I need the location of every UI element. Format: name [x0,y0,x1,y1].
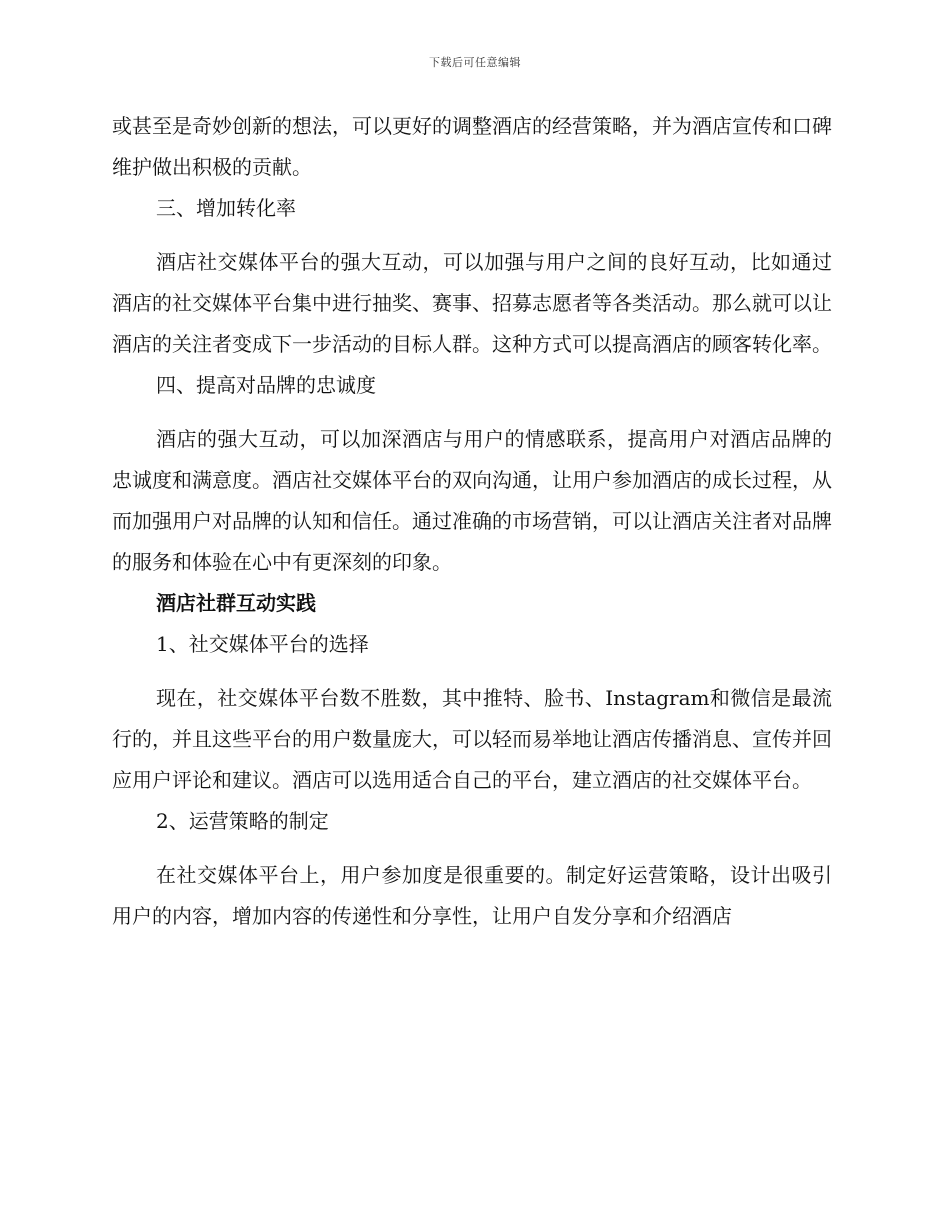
section-heading-loyalty: 四、提高对品牌的忠诚度 [156,373,376,397]
document-body [112,106,832,937]
paragraph-intro-continuation: 或甚至是奇妙创新的想法，可以更好的调整酒店的经营策略，并为酒店宣传和口碑维护做出积极的贡献。 [112,114,832,179]
section-heading-conversion: 三、增加转化率 [156,196,296,220]
paragraph-conversion: 酒店社交媒体平台的强大互动，可以加强与用户之间的良好互动，比如通过酒店的社交媒体平台集中进行抽奖、赛事、招募志愿者等各类活动。那么就可以让酒店的关注者变成下一步活动的目标人群。这种方式可以提高酒店的顾客转化率。 [112,250,832,356]
paragraph-loyalty: 酒店的强大互动，可以加深酒店与用户的情感联系，提高用户对酒店品牌的忠诚度和满意度。酒店社交媒体平台的双向沟通，让用户参加酒店的成长过程，从而加强用户对品牌的认知和信任。通过准确的市场营销，可以让酒店关注者对品牌的服务和体验在心中有更深刻的印象。 [112,427,832,574]
subheading-operation-strategy: 2、运营策略的制定 [156,809,329,833]
paragraph-platform-choice: 现在，社交媒体平台数不胜数，其中推特、脸书、Instagram和微信是最流行的，并且这些平台的用户数量庞大，可以轻而易举地让酒店传播消息、宣传并回应用户评论和建议。酒店可以选用适合自己的平台，建立酒店的社交媒体平台。 [112,686,832,792]
page-header-note: 下载后可任意编辑 [429,56,521,69]
section-heading-community-practice: 酒店社群互动实践 [156,591,316,615]
paragraph-operation-strategy: 在社交媒体平台上，用户参加度是很重要的。制定好运营策略，设计出吸引用户的内容，增加内容的传递性和分享性，让用户自发分享和介绍酒店 [112,863,832,928]
subheading-platform-choice: 1、社交媒体平台的选择 [156,632,369,656]
